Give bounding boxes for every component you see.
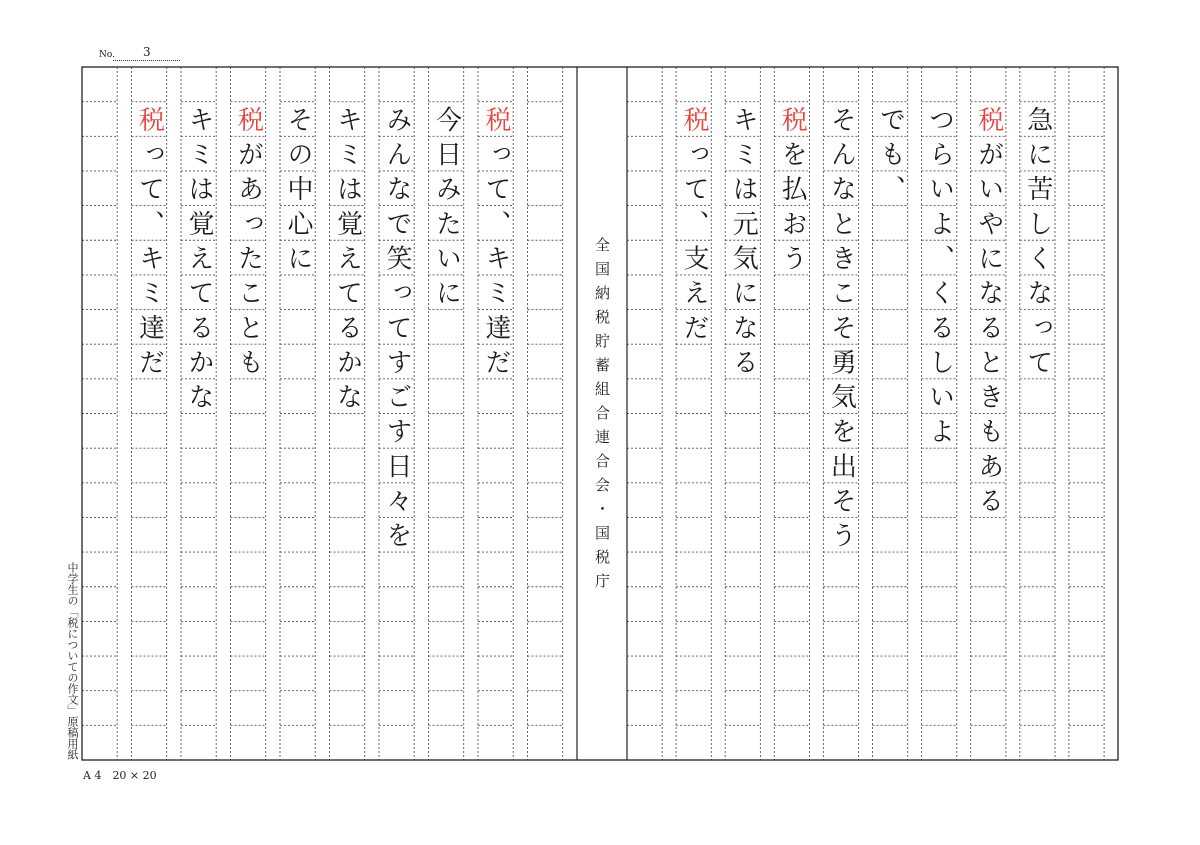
handwritten-line	[971, 102, 1006, 751]
line-chars: つらいよ、くるしいよ	[924, 105, 955, 453]
paper-size-label: A 4 20 × 20	[83, 769, 157, 782]
grid-column-cells	[1069, 67, 1104, 760]
grid-column-cells	[627, 67, 662, 760]
grid-column-cells	[82, 67, 117, 760]
highlighted-char: 税	[233, 105, 264, 141]
line-chars: って、キミ達だ	[134, 140, 165, 384]
handwritten-line	[1020, 102, 1055, 751]
handwritten-line	[379, 102, 414, 751]
handwritten-line	[231, 102, 266, 751]
handwritten-line	[280, 102, 315, 751]
handwritten-line	[181, 102, 216, 751]
line-chars: がいやになるときもある	[973, 140, 1004, 522]
handwritten-line	[823, 102, 858, 751]
paper-title-side-label: 中学生の「税についての作文」原稿用紙	[66, 562, 79, 760]
line-chars: キミは覚えてるかな	[184, 105, 214, 418]
page-number: 3	[143, 45, 151, 59]
line-chars: キミは元気になる	[728, 105, 759, 384]
handwritten-line	[478, 102, 513, 751]
handwritten-line	[429, 102, 464, 751]
handwritten-line	[774, 102, 809, 751]
line-chars: みんなで笑ってすごす日々を	[382, 105, 412, 557]
line-chars: を払おう	[777, 140, 808, 280]
line-chars: があったことも	[233, 140, 264, 384]
line-chars: キミは覚えてるかな	[332, 105, 363, 418]
highlighted-char: 税	[973, 105, 1004, 141]
handwritten-line	[330, 102, 365, 751]
highlighted-char: 税	[777, 105, 808, 141]
page-number-underline	[113, 60, 180, 61]
highlighted-char: 税	[679, 105, 710, 141]
line-chars: その中心に	[283, 105, 313, 280]
handwritten-line	[132, 102, 167, 751]
handwritten-line	[676, 102, 711, 751]
highlighted-char: 税	[134, 105, 165, 141]
line-chars: でも、	[875, 105, 906, 210]
handwritten-line	[873, 102, 908, 751]
handwritten-line	[725, 102, 760, 751]
highlighted-char: 税	[481, 105, 511, 141]
grid-column-cells	[528, 67, 563, 760]
page-number-label: No.	[99, 50, 115, 60]
line-chars: 今日みたいに	[431, 105, 462, 314]
line-chars: 急に苦しくなって	[1022, 105, 1053, 384]
handwritten-line	[922, 102, 957, 751]
line-chars: って、支えだ	[679, 140, 710, 349]
line-chars: そんなときこそ勇気を出そう	[826, 105, 857, 557]
line-chars: って、キミ達だ	[481, 140, 511, 384]
publisher-center-label: 全国納税貯蓄組合連合会・国税庁	[593, 237, 611, 597]
